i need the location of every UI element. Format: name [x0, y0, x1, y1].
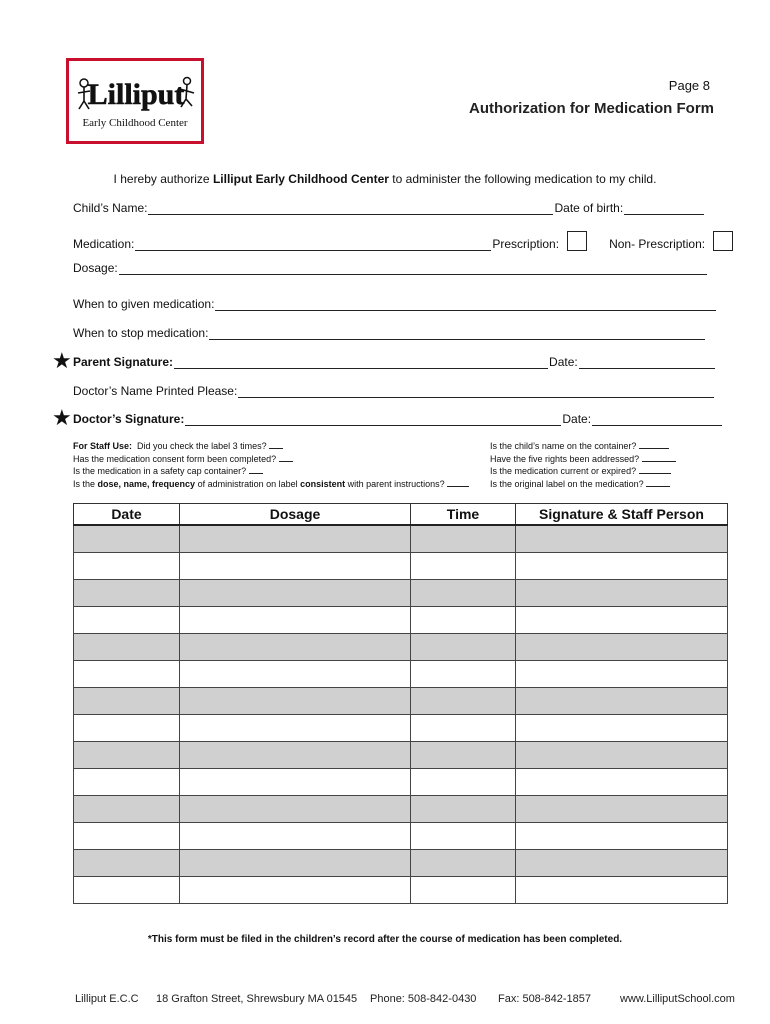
date-cell[interactable] [74, 823, 180, 850]
table-row [74, 553, 728, 580]
doctor-name-field[interactable] [238, 386, 714, 398]
dosage-cell[interactable] [180, 688, 411, 715]
medication-field[interactable] [135, 239, 491, 251]
date-cell[interactable] [74, 715, 180, 742]
signature-cell[interactable] [516, 877, 728, 904]
child-name-label: Child’s Name: [73, 201, 148, 215]
signature-cell[interactable] [516, 796, 728, 823]
staff-r1: Is the child’s name on the container? [490, 440, 676, 453]
table-row [74, 688, 728, 715]
when-given-field[interactable] [215, 299, 716, 311]
table-row [74, 742, 728, 769]
footnote: *This form must be filed in the children’s record after the course of medication has been completed. [147, 934, 623, 945]
when-stop-field[interactable] [209, 328, 705, 340]
medication-log-table [73, 503, 728, 904]
doctor-name-label: Doctor’s Name Printed Please: [73, 384, 238, 398]
time-cell[interactable] [411, 634, 516, 661]
when-stop-label: When to stop medication: [73, 326, 209, 340]
when-given-label: When to given medication: [73, 297, 215, 311]
parent-signature-field[interactable] [174, 357, 548, 369]
doctor-name-row [73, 384, 715, 398]
staff-r2-field[interactable] [642, 453, 676, 462]
parent-signature-row [73, 355, 716, 369]
dosage-cell[interactable] [180, 607, 411, 634]
dosage-field[interactable] [119, 263, 707, 275]
staff-q3: Is the medication in a safety cap container? [73, 465, 469, 478]
date-cell[interactable] [74, 607, 180, 634]
when-given-row [73, 297, 717, 311]
date-cell[interactable] [74, 580, 180, 607]
dosage-cell[interactable] [180, 769, 411, 796]
signature-cell[interactable] [516, 661, 728, 688]
time-cell[interactable] [411, 742, 516, 769]
time-cell[interactable] [411, 688, 516, 715]
staff-r3: Is the medication current or expired? [490, 465, 676, 478]
signature-cell[interactable] [516, 850, 728, 877]
dosage-cell[interactable] [180, 525, 411, 553]
child-name-row [73, 201, 705, 215]
medication-row [73, 231, 733, 251]
column-header-signature: Signature & Staff Person [516, 504, 728, 526]
date-cell[interactable] [74, 688, 180, 715]
staff-q2-field[interactable] [279, 453, 293, 462]
signature-cell[interactable] [516, 823, 728, 850]
time-cell[interactable] [411, 850, 516, 877]
column-header-dosage: Dosage [180, 504, 411, 526]
date-cell[interactable] [74, 525, 180, 553]
center-name: Lilliput Early Childhood Center [212, 172, 389, 186]
non-prescription-label: Non- Prescription: [609, 237, 706, 251]
table-row [74, 715, 728, 742]
staff-r1-field[interactable] [639, 440, 669, 449]
time-cell[interactable] [411, 525, 516, 553]
logo-subtitle: Early Childhood Center [82, 117, 188, 129]
time-cell[interactable] [411, 769, 516, 796]
dosage-row [73, 261, 708, 275]
staff-q2: Has the medication consent form been completed? [73, 453, 469, 466]
time-cell[interactable] [411, 580, 516, 607]
star-icon: ★ [52, 348, 72, 373]
dosage-cell[interactable] [180, 796, 411, 823]
signature-cell[interactable] [516, 769, 728, 796]
footer-address: 18 Grafton Street, Shrewsbury MA 01545 [156, 993, 358, 1005]
table-header-row [74, 504, 728, 526]
table-row [74, 769, 728, 796]
table-row [74, 634, 728, 661]
column-header-date: Date [74, 504, 180, 526]
date-cell[interactable] [74, 742, 180, 769]
staff-q1: For Staff Use: Did you check the label 3 times? [73, 440, 469, 453]
svg-text:Lilliput: Lilliput [87, 78, 185, 111]
footer-fax: Fax: 508-842-1857 [498, 993, 591, 1005]
authorization-suffix: to administer the following medication to my child. [388, 172, 657, 186]
dosage-cell[interactable] [180, 634, 411, 661]
time-cell[interactable] [411, 607, 516, 634]
date-cell[interactable] [74, 796, 180, 823]
signature-cell[interactable] [516, 742, 728, 769]
doctor-signature-label: Doctor’s Signature: [73, 412, 185, 426]
signature-cell[interactable] [516, 634, 728, 661]
staff-q3-field[interactable] [249, 465, 263, 474]
date-cell[interactable] [74, 661, 180, 688]
date-cell[interactable] [74, 850, 180, 877]
table-row [74, 661, 728, 688]
table-row [74, 525, 728, 553]
staff-use-checklist [73, 440, 469, 490]
dosage-cell[interactable] [180, 661, 411, 688]
time-cell[interactable] [411, 877, 516, 904]
doctor-date-field[interactable] [592, 414, 722, 426]
date-cell[interactable] [74, 877, 180, 904]
staff-r4: Is the original label on the medication? [490, 478, 676, 491]
date-cell[interactable] [74, 553, 180, 580]
doctor-date-label: Date: [562, 412, 592, 426]
page-number: Page 8 [668, 78, 710, 93]
dosage-cell[interactable] [180, 553, 411, 580]
signature-cell[interactable] [516, 525, 728, 553]
parent-date-label: Date: [549, 355, 578, 369]
dosage-cell[interactable] [180, 823, 411, 850]
staff-r3-field[interactable] [639, 465, 671, 474]
authorization-prefix: I hereby authorize [113, 172, 213, 186]
dob-field[interactable] [624, 203, 704, 215]
time-cell[interactable] [411, 553, 516, 580]
table-row [74, 823, 728, 850]
prescription-checkbox[interactable] [567, 231, 587, 251]
star-icon: ★ [52, 405, 72, 430]
time-cell[interactable] [411, 661, 516, 688]
staff-r2: Have the five rights been addressed? [490, 453, 676, 466]
dosage-cell[interactable] [180, 877, 411, 904]
authorization-statement [0, 172, 770, 186]
footer-org: Lilliput E.C.C [75, 993, 139, 1005]
date-cell[interactable] [74, 634, 180, 661]
parent-signature-label: Parent Signature: [73, 355, 174, 369]
staff-use-checklist-right [490, 440, 676, 490]
when-stop-row [73, 326, 706, 340]
column-header-time: Time [411, 504, 516, 526]
non-prescription-checkbox[interactable] [713, 231, 733, 251]
time-cell[interactable] [411, 823, 516, 850]
doctor-signature-row [73, 412, 723, 426]
prescription-label: Prescription: [492, 237, 560, 251]
dosage-label: Dosage: [73, 261, 118, 275]
footer-phone: Phone: 508-842-0430 [370, 993, 477, 1005]
doctor-signature-field[interactable] [185, 414, 561, 426]
signature-cell[interactable] [516, 715, 728, 742]
dosage-cell[interactable] [180, 742, 411, 769]
signature-cell[interactable] [516, 688, 728, 715]
staff-q4: Is the dose, name, frequency of administration on label consistent with parent instructions? [73, 478, 469, 491]
table-row [74, 877, 728, 904]
time-cell[interactable] [411, 796, 516, 823]
page-title: Authorization for Medication Form [469, 100, 714, 117]
staff-q1-field[interactable] [269, 440, 283, 449]
staff-r4-field[interactable] [646, 478, 670, 487]
table-row [74, 796, 728, 823]
signature-cell[interactable] [516, 607, 728, 634]
table-row [74, 850, 728, 877]
dosage-cell[interactable] [180, 715, 411, 742]
logo [66, 58, 204, 144]
medication-label: Medication: [73, 237, 135, 251]
time-cell[interactable] [411, 715, 516, 742]
table-row [74, 607, 728, 634]
staff-q4-field[interactable] [447, 478, 469, 487]
dosage-cell[interactable] [180, 850, 411, 877]
parent-date-field[interactable] [579, 357, 715, 369]
dosage-cell[interactable] [180, 580, 411, 607]
date-cell[interactable] [74, 769, 180, 796]
signature-cell[interactable] [516, 580, 728, 607]
signature-cell[interactable] [516, 553, 728, 580]
table-row [74, 580, 728, 607]
dob-label: Date of birth: [554, 201, 624, 215]
logo-figures-icon [73, 71, 199, 117]
footer-website[interactable]: www.LilliputSchool.com [620, 993, 735, 1005]
child-name-field[interactable] [148, 203, 553, 215]
